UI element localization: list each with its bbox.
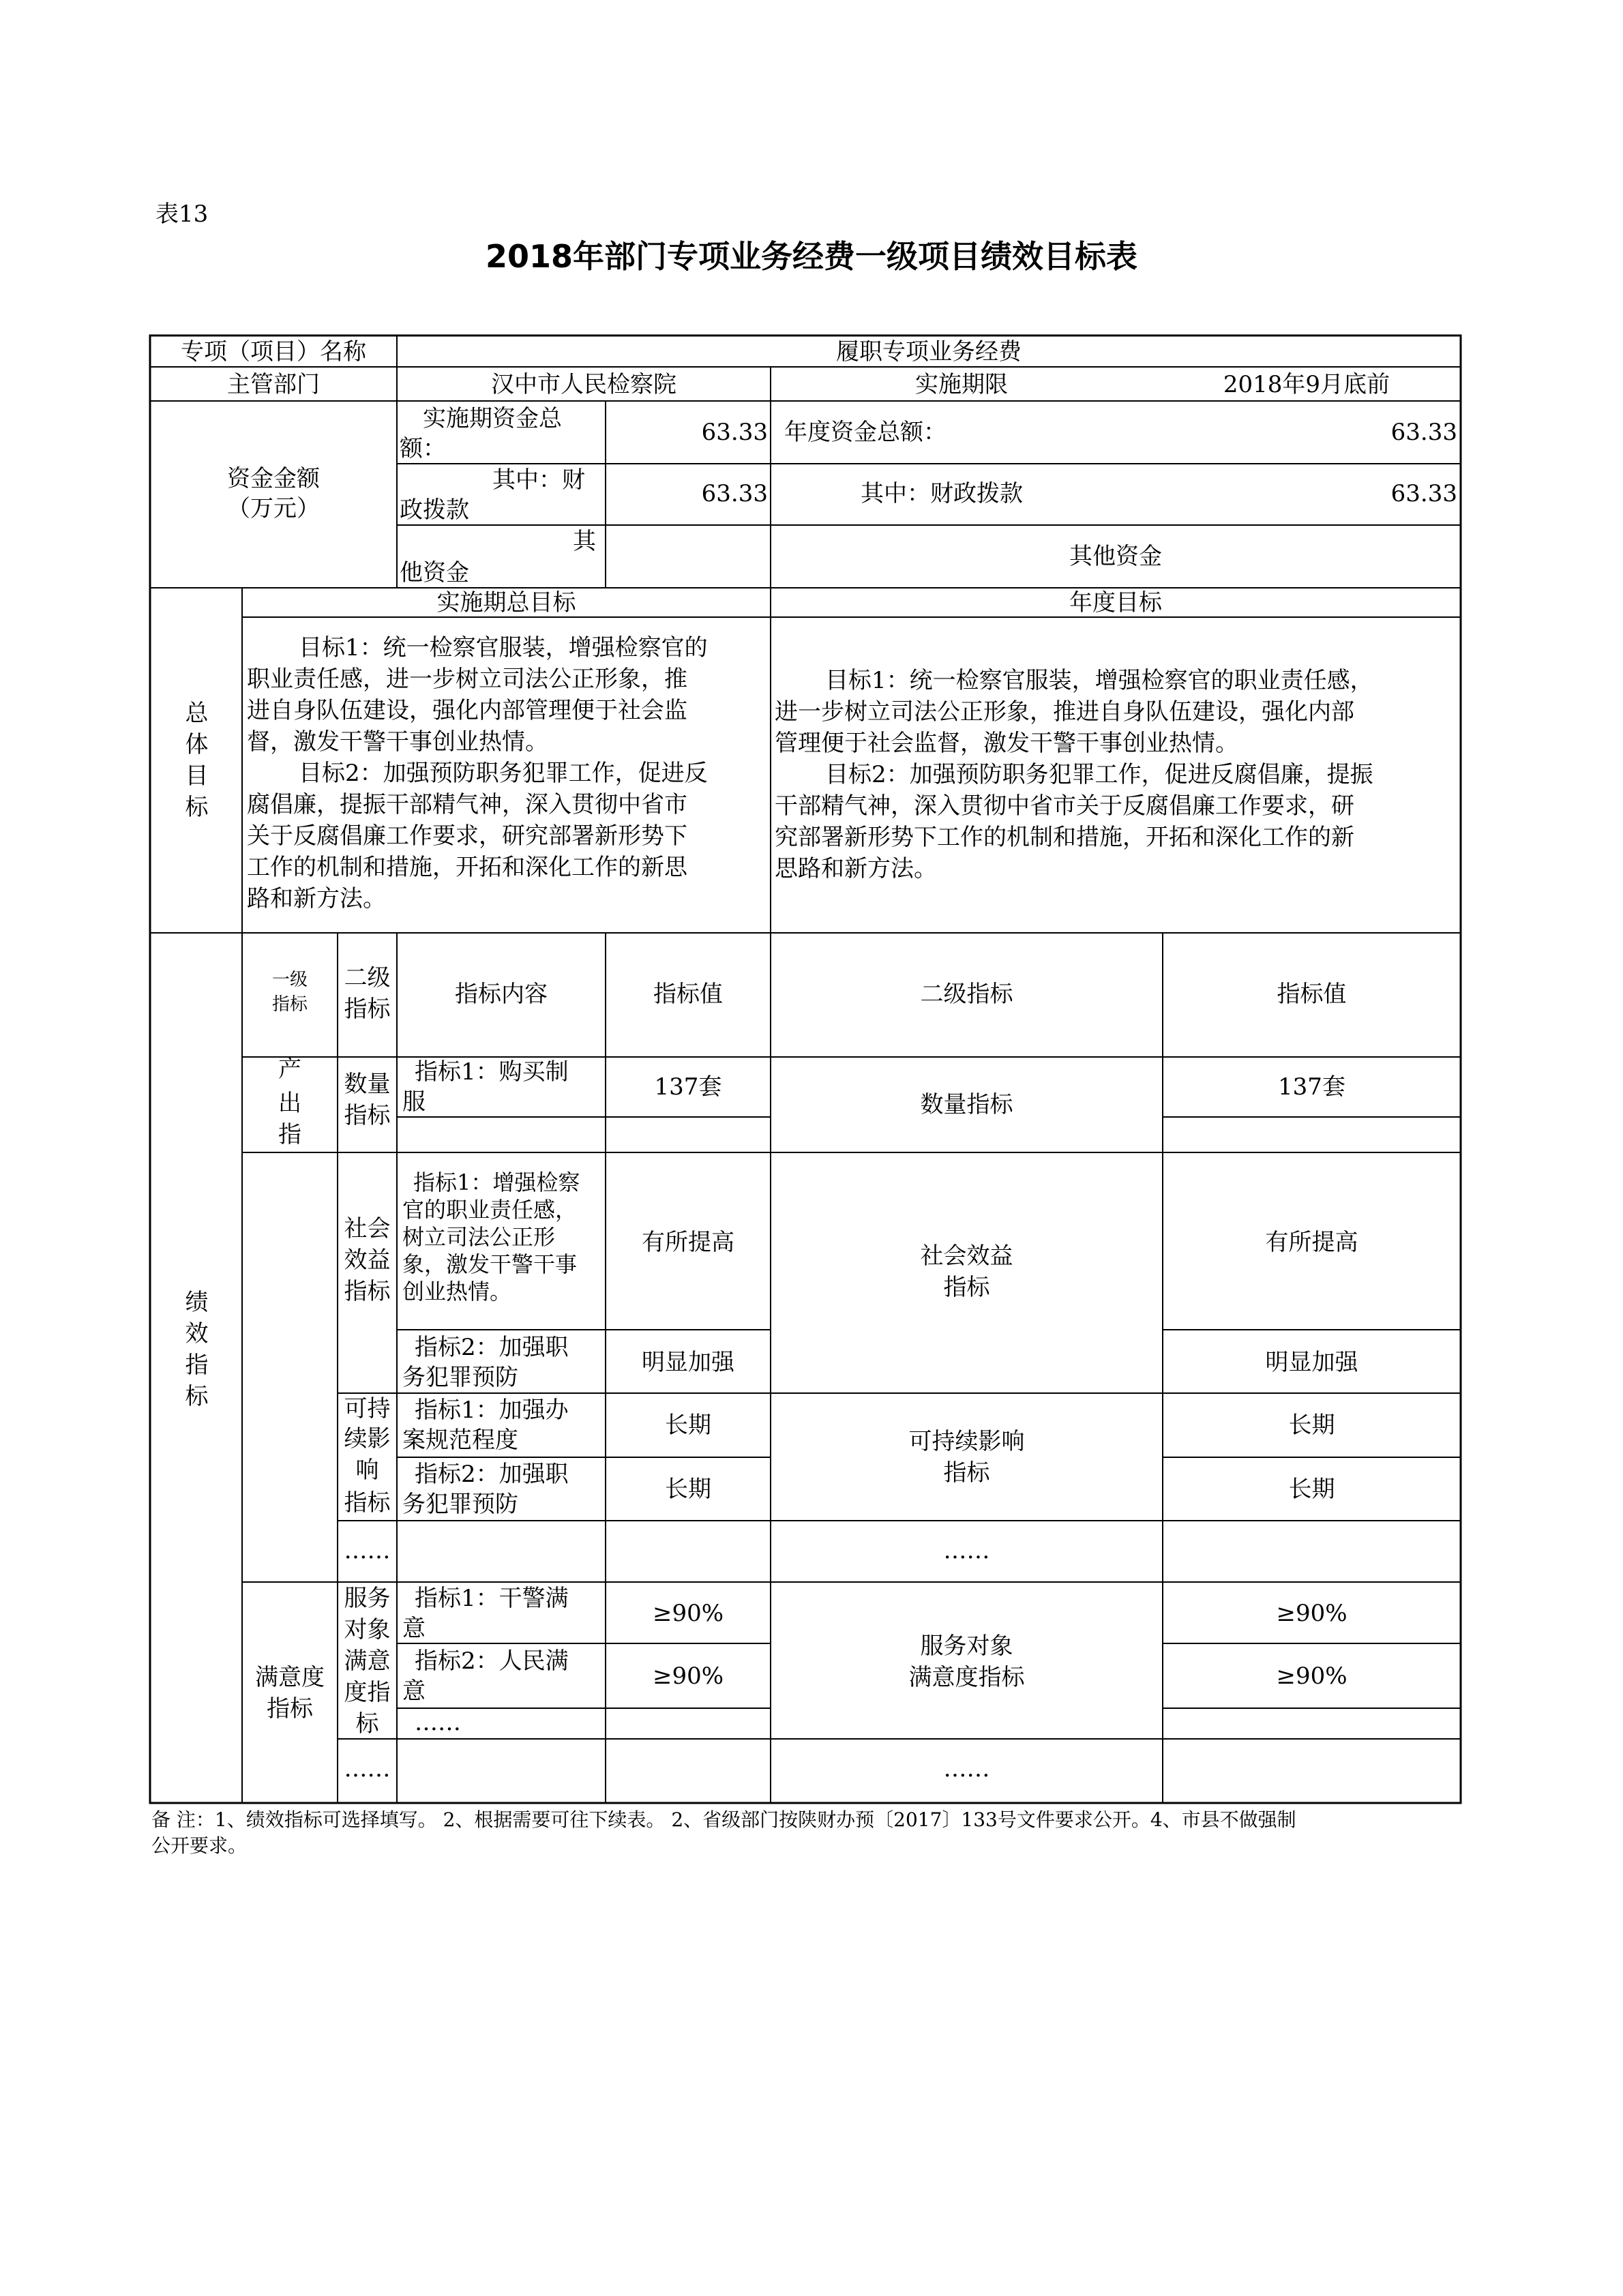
satisfaction-level2-line: 对象 [344,1616,391,1643]
perf-side-label-3: 指 [185,1352,209,1379]
social-item1-line: 官的职业责任感， [402,1197,578,1223]
social-level2-c: 指标 [344,1278,391,1305]
sustain-annual-label-a: 可持续影响 [908,1428,1025,1455]
satisfaction-level1-a: 满意度 [255,1664,325,1691]
social-annual-value2: 明显加强 [1265,1349,1358,1376]
period-label: 实施期限 [915,371,1008,398]
period-goal-line: 进自身队伍建设，强化内部管理便于社会监 [247,697,687,724]
sustain-item1-value: 长期 [665,1412,711,1439]
satisfaction-level2-line: 满意 [344,1648,391,1675]
social-item1-line: 指标1：增强检察 [413,1169,580,1195]
annual-total-value: 63.33 [1390,419,1457,446]
annual-fiscal-value: 63.33 [1390,480,1457,507]
satisfaction-item2-value: ≥90% [652,1663,724,1690]
goals-side-label-4: 标 [185,794,209,821]
sustain-item2-value: 长期 [665,1476,711,1503]
effect-annual-ellipsis: …… [943,1537,990,1564]
sustain-item1-a: 指标1：加强办 [415,1397,569,1424]
effect-ellipsis: …… [344,1537,391,1564]
header-level1-a: 一级 [271,970,308,990]
output-item1-a: 指标1：购买制 [415,1058,569,1086]
funding-label-line1: 资金金额 [227,465,320,492]
header-value: 指标值 [653,981,723,1008]
sheet-label: 表13 [155,200,209,228]
annual-goal-line: 管理便于社会监督，激发干警干事创业热情。 [775,730,1238,757]
sustain-level2-line: 可持 [344,1395,391,1422]
sustain-item2-b: 务犯罪预防 [402,1491,518,1518]
satisfaction-item1-value: ≥90% [652,1600,724,1627]
output-level1-1: 产 [278,1056,301,1083]
sustain-level2-line: 指标 [344,1489,391,1517]
dept-value: 汉中市人民检察院 [491,371,676,398]
final-ellipsis: …… [344,1755,391,1783]
goals-side-label-1: 总 [185,700,209,727]
satisfaction-item2-b: 意 [402,1678,426,1705]
output-level2-b: 指标 [344,1102,391,1129]
satisfaction-annual-label-b: 满意度指标 [908,1664,1025,1691]
other-funds-label-a: 其 [573,528,596,555]
annual-goal-line: 进一步树立司法公正形象，推进自身队伍建设，强化内部 [775,698,1354,726]
header-level1-b: 指标 [271,994,308,1015]
social-item1-value: 有所提高 [642,1229,734,1256]
satisfaction-level1-b: 指标 [267,1695,313,1723]
header-annual-level2: 二级指标 [920,981,1013,1008]
satisfaction-item1-a: 指标1：干警满 [415,1585,569,1612]
satisfaction-annual-label-a: 服务对象 [920,1632,1013,1660]
satisfaction-level2-line: 标 [355,1710,379,1738]
output-item1-value: 137套 [654,1073,722,1101]
annual-fiscal-label: 其中：财政拨款 [861,480,1023,507]
period-goal-header: 实施期总目标 [436,589,576,616]
total-funding-label-b: 额： [400,435,446,462]
satisfaction-item-ellipsis: …… [415,1709,461,1736]
social-annual-label-b: 指标 [943,1274,990,1301]
satisfaction-level2-line: 度指 [344,1679,391,1706]
output-annual-label: 数量指标 [920,1091,1013,1118]
annual-goal-line: 目标1：统一检察官服装，增强检察官的职业责任感， [825,667,1373,694]
period-goal-line: 目标2：加强预防职务犯罪工作，促进反 [299,760,708,787]
period-value: 2018年9月底前 [1223,371,1390,398]
social-item2-value: 明显加强 [642,1349,734,1376]
goals-side-label-3: 目 [185,762,209,790]
social-item1-line: 树立司法公正形 [402,1224,556,1250]
output-level1-2: 出 [278,1090,301,1117]
total-funding-label-a: 实施期资金总 [423,405,562,432]
social-item1-line: 创业热情。 [402,1279,512,1304]
sustain-annual-value1: 长期 [1288,1412,1335,1439]
annual-total-label: 年度资金总额： [784,419,947,446]
annual-goal-line: 干部精气神，深入贯彻中省市关于反腐倡廉工作要求，研 [775,792,1354,820]
output-item1-b: 服 [402,1088,426,1116]
header-annual-value: 指标值 [1277,981,1347,1008]
sustain-level2-line: 续影 [344,1425,391,1452]
dept-label: 主管部门 [227,371,320,398]
satisfaction-item2-a: 指标2：人民满 [415,1648,569,1675]
sustain-item1-b: 案规范程度 [402,1427,518,1454]
annual-goal-line: 思路和新方法。 [775,855,937,882]
total-funding-value: 63.33 [701,419,768,446]
social-level2-a: 社会 [344,1215,391,1242]
project-name-label: 专项（项目）名称 [181,338,366,366]
header-level2-b: 指标 [344,996,391,1023]
fiscal-value: 63.33 [701,480,768,507]
fiscal-label-a: 其中：财 [492,466,585,494]
period-goal-line: 目标1：统一检察官服装，增强检察官的 [299,634,708,661]
other-funds-label-b: 他资金 [400,559,469,586]
satisfaction-annual-value1: ≥90% [1276,1600,1347,1627]
annual-goal-line: 究部署新形势下工作的机制和措施，开拓和深化工作的新 [775,824,1354,851]
social-level2-b: 效益 [344,1247,391,1274]
social-annual-label-a: 社会效益 [920,1242,1013,1270]
satisfaction-level2-line: 服务 [344,1585,391,1612]
perf-side-label-4: 标 [185,1383,209,1410]
social-item1-line: 象，激发干警干事 [402,1251,578,1277]
header-content: 指标内容 [455,981,548,1008]
note-line: 备 注：1、绩效指标可选择填写。 2、根据需要可往下续表。 2、省级部门按陕财办预〔2017〕133号文件要求公开。4、市县不做强制 [151,1808,1296,1831]
period-goal-line: 腐倡廉，提振干部精气神，深入贯彻中省市 [247,791,687,818]
goals-side-label-2: 体 [185,731,209,758]
output-level2-a: 数量 [344,1071,391,1098]
social-item2-b: 务犯罪预防 [402,1364,518,1391]
annual-goal-header: 年度目标 [1069,589,1162,616]
social-item2-a: 指标2：加强职 [415,1334,569,1361]
period-goal-line: 职业责任感，进一步树立司法公正形象，推 [247,666,687,693]
satisfaction-annual-value2: ≥90% [1276,1663,1347,1690]
output-level1-3: 指 [278,1121,301,1148]
note-line: 公开要求。 [151,1834,248,1857]
annual-other-funds-label: 其他资金 [1069,543,1162,570]
perf-side-label-2: 效 [185,1320,209,1347]
period-goal-line: 路和新方法。 [247,885,386,912]
satisfaction-item1-b: 意 [402,1615,426,1642]
fiscal-label-b: 政拨款 [400,496,469,524]
perf-side-label-1: 绩 [185,1289,209,1316]
period-goal-line: 工作的机制和措施，开拓和深化工作的新思 [247,854,687,881]
sustain-annual-label-b: 指标 [943,1459,990,1487]
sustain-level2-line: 响 [355,1457,379,1484]
sustain-annual-value2: 长期 [1288,1476,1335,1503]
period-goal-line: 关于反腐倡廉工作要求，研究部署新形势下 [247,822,687,850]
project-name-value: 履职专项业务经费 [836,338,1022,366]
social-annual-value1: 有所提高 [1265,1229,1358,1256]
header-level2-a: 二级 [344,964,391,992]
output-annual-value: 137套 [1278,1073,1345,1101]
period-goal-line: 督，激发干警干事创业热情。 [247,728,548,756]
final-annual-ellipsis: …… [943,1755,990,1783]
annual-goal-line: 目标2：加强预防职务犯罪工作，促进反腐倡廉，提振 [825,761,1373,788]
funding-label-line2: （万元） [227,495,320,522]
page-title: 2018年部门专项业务经费一级项目绩效目标表 [485,238,1138,275]
sustain-item2-a: 指标2：加强职 [415,1461,569,1488]
